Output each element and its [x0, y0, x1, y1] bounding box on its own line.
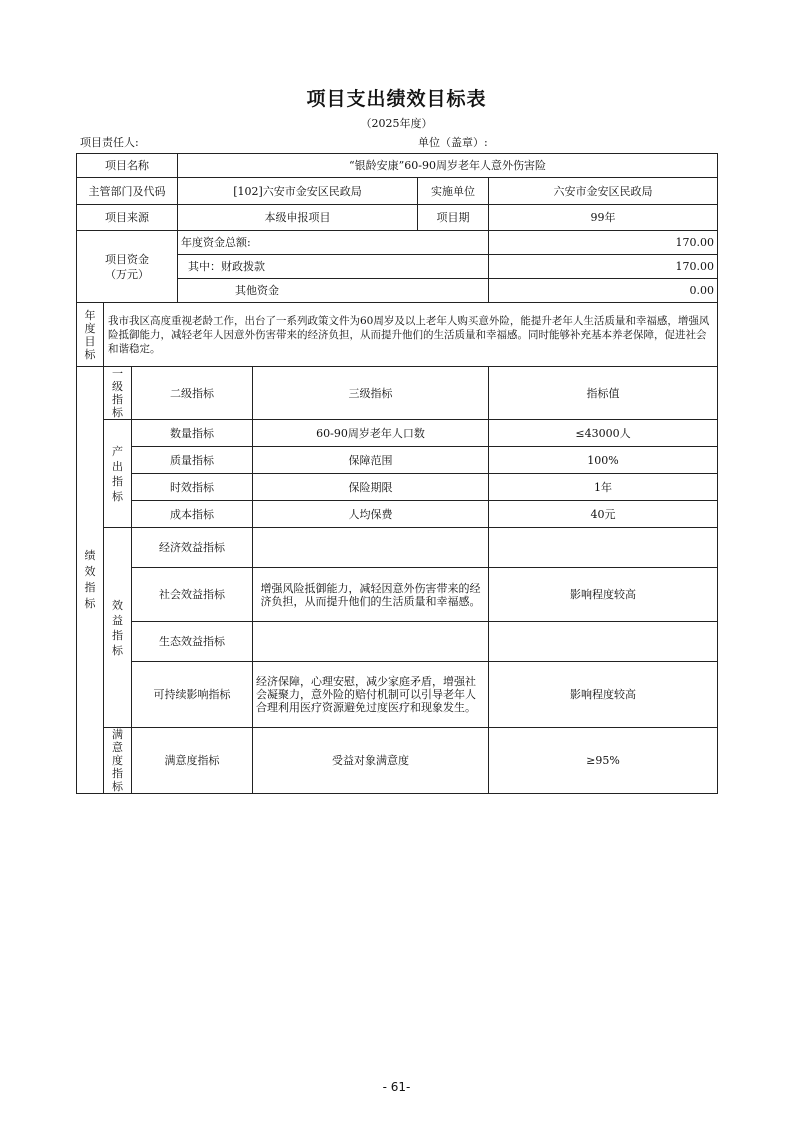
benefit-value: 影响程度较高: [489, 568, 718, 622]
output-l3: 60-90周岁老年人口数: [253, 420, 489, 447]
benefit-value: [489, 622, 718, 662]
satisfaction-label-line2: 度指: [112, 754, 123, 780]
perf-char-1: 绩: [84, 549, 96, 562]
output-value: ≤43000人: [489, 420, 718, 447]
period-value: 99年: [489, 205, 718, 231]
level1-header-line2: 指标: [112, 393, 123, 419]
dept-row-split: [178, 178, 489, 205]
output-label-line1: 产出: [112, 444, 123, 473]
project-name-label: 项目名称: [77, 154, 178, 178]
dept-label: 主管部门及代码: [77, 178, 178, 205]
other-funds-label: 其他资金: [178, 279, 489, 303]
impl-label: 实施单位: [431, 184, 475, 198]
satisfaction-l2: 满意度指标: [132, 728, 253, 794]
page-number: - 61-: [382, 1080, 411, 1094]
output-l2: 数量指标: [132, 420, 253, 447]
output-l2: 时效指标: [132, 474, 253, 501]
output-value: 100%: [489, 447, 718, 474]
benefit-l2: 可持续影响指标: [132, 662, 253, 728]
page-title: 项目支出绩效目标表: [306, 88, 487, 110]
funds-label-line1: 项目资金: [105, 252, 149, 266]
benefit-l3: 增强风险抵御能力，减轻因意外伤害带来的经济负担，从而提升他们的生活质量和幸福感。: [253, 568, 489, 622]
satisfaction-value: ≥95%: [489, 728, 718, 794]
level1-header-line1: 一级: [112, 367, 123, 393]
dept-value: [102]六安市金安区民政局: [178, 178, 418, 204]
benefit-value: [489, 528, 718, 568]
benefit-l3: [253, 528, 489, 568]
source-label: 项目来源: [77, 205, 178, 231]
period-label: 项目期: [436, 211, 470, 224]
output-l3: 人均保费: [253, 501, 489, 528]
benefit-l2: 社会效益指标: [132, 568, 253, 622]
perf-char-3: 指: [84, 581, 96, 594]
source-row-split: [178, 205, 489, 231]
annual-goal-label-line1: 年度: [84, 308, 96, 335]
output-value: 40元: [489, 501, 718, 528]
fiscal-funds-label: 其中：财政拨款: [178, 255, 489, 279]
level3-header: 三级指标: [253, 367, 489, 420]
annual-goal-label: [77, 303, 104, 367]
benefit-label-line1: 效益: [112, 598, 123, 627]
performance-target-table: [76, 153, 718, 794]
funds-label-line2: （万元）: [105, 267, 149, 281]
satisfaction-l3: 受益对象满意度: [253, 728, 489, 794]
output-l2: 成本指标: [132, 501, 253, 528]
funds-label: [77, 231, 178, 303]
benefit-value: 影响程度较高: [489, 662, 718, 728]
annual-goal-text: 我市我区高度重视老龄工作，出台了一系列政策文件为60周岁及以上老年人购买意外险，能提升老年人生活质量和幸福感，增强风险抵御能力，减轻老年人因意外伤害带来的经济负担，从而提升他们的生活质量和幸福感。同时能够补充基本养老保障，促进社会和谐稳定。: [104, 303, 718, 367]
satisfaction-indicator-label: [104, 728, 132, 794]
source-value: 本级申报项目: [178, 205, 418, 230]
annual-goal-label-line2: 目标: [84, 334, 96, 361]
benefit-l2: 经济效益指标: [132, 528, 253, 568]
year-subtitle: （2025年度）: [360, 117, 433, 130]
performance-indicator-label: [77, 367, 104, 794]
total-funds-label: 年度资金总额:: [178, 231, 489, 255]
output-value: 1年: [489, 474, 718, 501]
project-name-value: “银龄安康”60-90周岁老年人意外伤害险: [178, 154, 718, 178]
unit-seal-label: 单位（盖章）:: [418, 136, 488, 149]
perf-char-2: 效: [84, 565, 96, 578]
responsible-person-label: 项目责任人:: [80, 136, 139, 149]
output-label-line2: 指标: [112, 474, 123, 503]
perf-char-4: 标: [84, 597, 96, 610]
benefit-l3: 经济保障，心理安慰，减少家庭矛盾，增强社会凝聚力，意外险的赔付机制可以引导老年人合理利用医疗资源避免过度医疗和现象发生。: [253, 662, 489, 728]
other-funds-value: 0.00: [489, 279, 718, 303]
total-funds-value: 170.00: [489, 231, 718, 255]
impl-value: 六安市金安区民政局: [489, 178, 718, 205]
fiscal-funds-value: 170.00: [489, 255, 718, 279]
output-l3: 保障范围: [253, 447, 489, 474]
level2-header: 二级指标: [132, 367, 253, 420]
satisfaction-label-line1: 满意: [112, 728, 123, 754]
output-l2: 质量指标: [132, 447, 253, 474]
satisfaction-label-line3: 标: [112, 780, 123, 793]
benefit-indicator-label: [104, 528, 132, 728]
benefit-label-line2: 指标: [112, 628, 123, 657]
output-indicator-label: [104, 420, 132, 528]
value-header: 指标值: [489, 367, 718, 420]
level1-header: [104, 367, 132, 420]
benefit-l2: 生态效益指标: [132, 622, 253, 662]
output-l3: 保险期限: [253, 474, 489, 501]
benefit-l3: [253, 622, 489, 662]
